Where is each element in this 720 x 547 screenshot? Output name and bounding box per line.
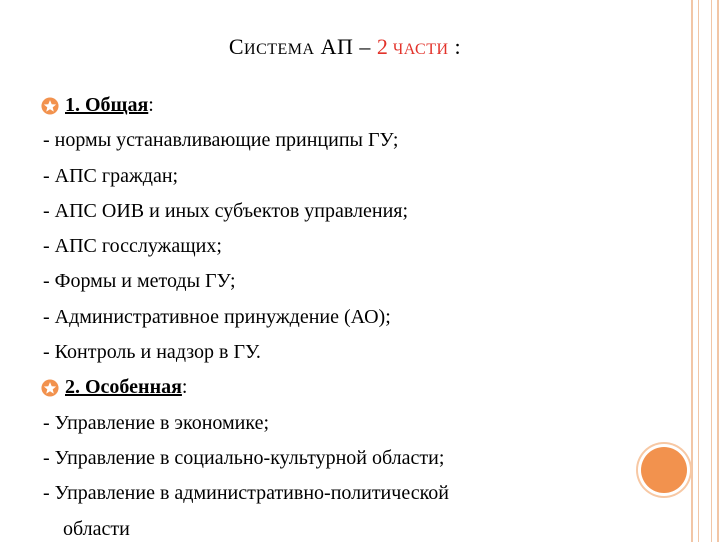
title-colon: : (448, 34, 462, 59)
list-item: - Управление в социально-культурной области; (43, 446, 445, 469)
slide-content (43, 88, 683, 547)
title-parts: ЧАСТИ (388, 41, 449, 58)
list-item: - АПС граждан; (43, 164, 179, 187)
star-bullet-icon (41, 97, 59, 115)
list-item: - АПС ОИВ и иных субъектов управления; (43, 199, 409, 222)
slide-border-inner (698, 0, 712, 542)
title-cap: С (228, 34, 245, 59)
list-item: - нормы устанавливающие принципы ГУ; (43, 129, 399, 152)
section-special-title: 2. Особенная (65, 376, 182, 399)
list-item: - Административное принуждение (АО); (43, 305, 391, 328)
title-rest: ИСТЕМА (244, 41, 315, 58)
section-special-colon: : (181, 376, 188, 399)
list-item: - Управление в административно-политической (43, 482, 449, 505)
list-item-continuation: области (63, 517, 130, 540)
section-special-heading (43, 370, 683, 405)
list-item: - Контроль и надзор в ГУ. (43, 341, 261, 364)
list-item: - Формы и методы ГУ; (43, 270, 236, 293)
slide-title (0, 34, 690, 60)
star-bullet-icon (41, 379, 59, 397)
title-number: 2 (376, 34, 389, 59)
title-ap: АП – (314, 34, 377, 59)
section-general-title: 1. Общая (65, 94, 149, 116)
list-item: - Управление в экономике; (43, 411, 270, 434)
section-general-colon: : (148, 94, 154, 116)
section-general-heading (43, 88, 683, 123)
list-item: - АПС госслужащих; (43, 235, 222, 258)
